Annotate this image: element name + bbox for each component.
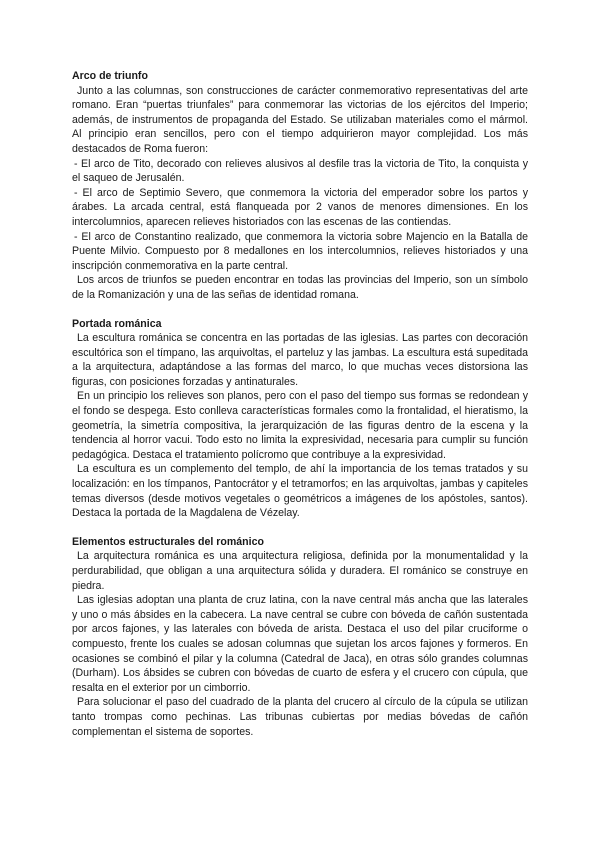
paragraph: Las iglesias adoptan una planta de cruz latina, con la nave central más ancha que las laterales y uno o más ábsides en la cabecera. La nave central se cubre con bóveda de cañón sustentada por arcos fajones, y las laterales con bóveda de arista. Destaca el uso del pilar cruciforme o compuesto, frente los cuales se adosan columnas que sujetan los arcos fajones y formeros. En ocasiones se combinó el pilar y la columna (Catedral de Jaca), en otras sólo grandes columnas (Durham). Los ábsides se cubren con bóvedas de cuarto de esfera y el crucero con cúpula, que resalta en el exterior por un cimborrio. [72,594,528,694]
paragraph: Para solucionar el paso del cuadrado de la planta del crucero al círculo de la cúpula se utilizan tanto trompas como pechinas. Las tribunas cubiertas por medias bóvedas de cañón complementan el sistema de soportes. [72,696,528,738]
paragraph: La arquitectura románica es una arquitectura religiosa, definida por la monumentalidad y la perdurabilidad, que obligan a una arquitectura sólida y duradera. El románico se construye en piedra. [72,550,528,592]
list-item: - El arco de Septimio Severo, que conmemora la victoria del emperador sobre los partos y árabes. La arcada central, está flanqueada por 2 vanos de menores dimensiones. En los intercolumnios, aparecen relieves historiados con las escenas de las contiendas. [72,186,528,228]
section-heading: Portada románica [72,317,162,330]
paragraph: En un principio los relieves son planos, pero con el paso del tiempo sus formas se redondean y el fondo se despega. Esto conlleva características formales como la frontalidad, el hieratismo, la geometría, la simetría compositiva, la jerarquización de las figuras dentro de la escena y la tendencia al horror vacui. Todo esto no limita la expresividad, necesaria para cumplir su función pedagógica. Destaca el tratamiento polícromo que contribuye a la expresividad. [72,390,528,461]
paragraph: La escultura es un complemento del templo, de ahí la importancia de los temas tratados y su localización: en los tímpanos, Pantocrátor y el tetramorfos; en las arquivoltas, jambas y capiteles temas diversos (desde motivos vegetales o geométricos a imágenes de los apóstoles, santos). Destaca la portada de la Magdalena de Vézelay. [72,463,528,520]
section-portada-romanica [72,318,528,521]
section-heading: Elementos estructurales del románico [72,535,264,548]
paragraph: La escultura románica se concentra en las portadas de las iglesias. Las partes con decoración escultórica son el tímpano, las arquivoltas, el parteluz y las jambas. La escultura está supeditada a la arquitectura, adaptándose a las formas del marco, lo que muchas veces distorsiona las figuras, con posiciones forzadas y antinaturales. [72,332,528,388]
paragraph: Junto a las columnas, son construcciones de carácter conmemorativo representativas del arte romano. Eran “puertas triunfales” para conmemorar las victorias de los ejércitos del Imperio; además, de instrumentos de propaganda del Estado. Se utilizaban materiales como el mármol. Al principio eran sencillos, pero con el tiempo adquirieron mayor complejidad. Los más destacados de Roma fueron: [72,84,528,155]
section-arco-de-triunfo [72,70,528,303]
section-heading: Arco de triunfo [72,70,148,82]
paragraph: Los arcos de triunfos se pueden encontrar en todas las provincias del Imperio, son un símbolo de la Romanización y una de las señas de identidad romana. [72,274,528,301]
document-page [72,70,528,754]
section-elementos-estructurales [72,536,528,739]
list-item: - El arco de Constantino realizado, que conmemora la victoria sobre Majencio en la Batalla de Puente Milvio. Compuesto por 8 medallones en los intercolumnios, relieves historiados y una inscripción conmemorativa en la parte central. [72,230,528,272]
list-item: - El arco de Tito, decorado con relieves alusivos al desfile tras la victoria de Tito, la conquista y el saqueo de Jerusalén. [72,157,528,185]
